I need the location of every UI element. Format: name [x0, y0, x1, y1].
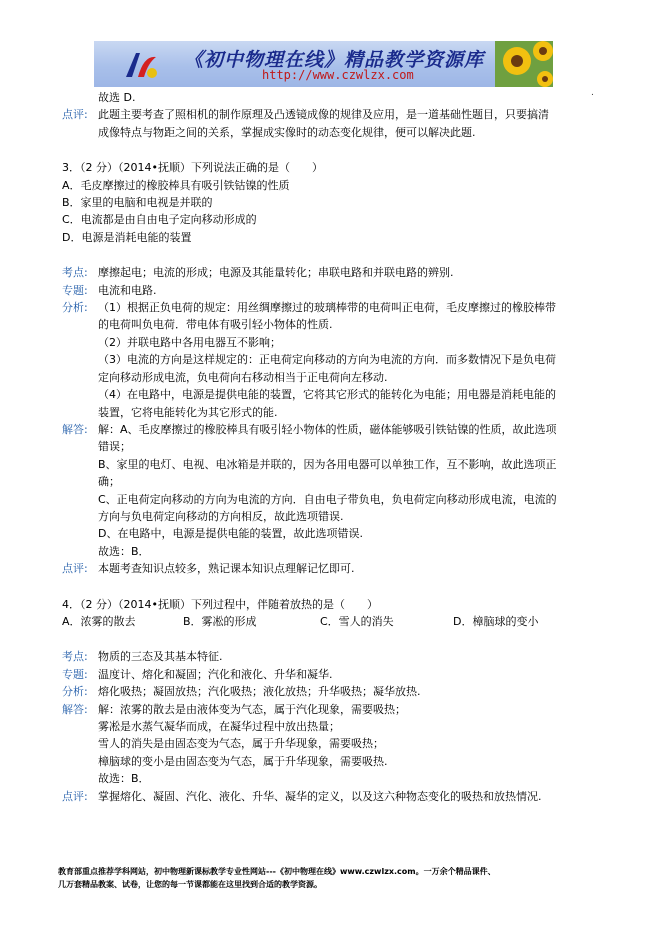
question-3 [62, 159, 602, 246]
jieda-line: 解：A、毛皮摩擦过的橡胶棒具有吸引轻小物体的性质，磁体能够吸引铁钴镍的性质，故此选项 [98, 422, 557, 436]
zhuanti-text: 温度计、熔化和凝固；汽化和液化、升华和凝华. [98, 667, 333, 681]
dianping-text: 掌握熔化、凝固、汽化、液化、升华、凝华的定义，以及这六种物态变化的吸热和放热情况. [98, 789, 542, 803]
fenxi-line: 装置，它将电能转化为其它形式的能. [98, 405, 278, 419]
question-stem: 4．（2 分）（2014•抚顺）下列过程中，伴随着放热的是（ ） [62, 597, 378, 611]
comment-label: 点评: [62, 108, 88, 122]
fenxi-line: （2）并联电路中各用电器互不影响； [98, 335, 281, 349]
kaodian-text: 物质的三态及其基本特征. [98, 650, 223, 664]
sunflower-icon [495, 41, 553, 87]
jieda-line: 错误； [98, 440, 131, 454]
footer-line: 教育部重点推荐学科网站，初中物理新课标教学专业性网站---《初中物理在线》www.czwlzx.com。一万余个精品课件、 [58, 867, 496, 876]
jieda-line: 雾凇是水蒸气凝华而成，在凝华过程中放出热量； [98, 720, 340, 733]
page-footer [58, 865, 618, 891]
fenxi-line: （1）根据正负电荷的规定：用丝绸摩擦过的玻璃棒带的电荷叫正电荷，毛皮摩擦过的橡胶棒带 [98, 301, 556, 315]
option-a: A．毛皮摩擦过的橡胶棒具有吸引铁钴镍的性质 [62, 178, 290, 192]
jieda-line: D、在电路中，电源是提供电能的装置，故此选项错误. [98, 527, 363, 541]
fenxi-text: 熔化吸热；凝固放热；汽化吸热；液化放热；升华吸热；凝华放热. [98, 685, 421, 699]
kaodian-label: 考点: [62, 266, 88, 280]
prev-comment [62, 106, 602, 141]
prev-answer-line: 故选 D. [98, 91, 136, 104]
kaodian-label: 考点: [62, 650, 88, 664]
fenxi-label: 分析: [62, 685, 88, 699]
site-logo-icon [122, 47, 162, 83]
jieda-label: 解答: [62, 702, 88, 716]
jieda-line: 方向与负电荷定向移动的方向相反，故此选项错误. [98, 509, 344, 523]
q4-jieda [62, 701, 602, 788]
prev-answer [62, 89, 602, 106]
dianping-text: 本题考查知识点较多，熟记课本知识点理解记忆即可. [98, 562, 355, 576]
banner-title: 《初中物理在线》精品教学资源库 [184, 49, 485, 71]
q4-fenxi [62, 683, 602, 700]
options-row [62, 613, 602, 630]
fenxi-line: 的电荷叫负电荷．带电体有吸引轻小物体的性质. [98, 318, 333, 332]
comment-line: 此题主要考查了照相机的制作原理及凸透镜成像的规律及应用，是一道基础性题目，只要搞清 [98, 108, 549, 122]
site-banner [94, 41, 553, 87]
option-b: B．家里的电脑和电视是并联的 [62, 196, 213, 210]
page-dot: . [591, 88, 594, 98]
q3-kaodian [62, 264, 602, 281]
q3-fenxi [62, 299, 602, 421]
q4-kaodian [62, 648, 602, 665]
dianping-label: 点评: [62, 562, 88, 576]
option-c: C．雪人的消失 [320, 614, 394, 628]
q4-dianping [62, 788, 602, 805]
option-b: B．雾凇的形成 [183, 614, 257, 628]
jieda-line: 确； [98, 475, 120, 489]
zhuanti-label: 专题: [62, 283, 88, 297]
fenxi-line: （3）电流的方向是这样规定的：正电荷定向移动的方向为电流的方向．而多数情况下是负电荷 [98, 353, 556, 367]
q3-dianping [62, 560, 602, 577]
dianping-label: 点评: [62, 789, 88, 803]
option-c: C．电流都是由自由电子定向移动形成的 [62, 213, 257, 227]
comment-line: 成像特点与物距之间的关系，掌握成实像时的动态变化规律，便可以解决此题. [98, 125, 476, 139]
q3-jieda [62, 421, 602, 560]
jieda-line: 故选：B． [98, 544, 150, 558]
document-body [62, 89, 602, 805]
question-stem: 3．（2 分）（2014•抚顺）下列说法正确的是（ ） [62, 161, 323, 175]
jieda-line: 故选：B． [98, 772, 150, 786]
option-a: A．浓雾的散去 [62, 614, 136, 628]
option-d: D．樟脑球的变小 [453, 614, 539, 628]
fenxi-label: 分析: [62, 301, 88, 315]
jieda-line: 解：浓雾的散去是由液体变为气态，属于汽化现象，需要吸热； [98, 702, 406, 716]
footer-line: 几万套精品教案、试卷，让您的每一节课都能在这里找到合适的教学资源。 [58, 880, 322, 889]
banner-url: http://www.czwlzx.com [262, 68, 414, 82]
fenxi-line: （4）在电路中，电源是提供电能的装置，它将其它形式的能转化为电能；用电器是消耗电能的 [98, 388, 556, 402]
jieda-label: 解答: [62, 422, 88, 436]
jieda-line: 雪人的消失是由固态变为气态，属于升华现象，需要吸热； [98, 737, 384, 751]
kaodian-text: 摩擦起电；电流的形成；电源及其能量转化；串联电路和并联电路的辨别. [98, 266, 454, 280]
jieda-line: C、正电荷定向移动的方向为电流的方向．自由电子带负电，负电荷定向移动形成电流，电流的 [98, 492, 557, 506]
q4-zhuanti [62, 666, 602, 683]
fenxi-line: 定向移动形成电流，负电荷向右移动相当于正电荷向左移动. [98, 370, 388, 384]
option-d: D．电源是消耗电能的装置 [62, 230, 192, 244]
zhuanti-text: 电流和电路. [98, 283, 157, 297]
jieda-line: 樟脑球的变小是由固态变为气态，属于升华现象，需要吸热. [98, 754, 388, 768]
zhuanti-label: 专题: [62, 667, 88, 681]
jieda-line: B、家里的电灯、电视、电冰箱是并联的，因为各用电器可以单独工作，互不影响，故此选项正 [98, 457, 557, 471]
question-4 [62, 596, 602, 631]
q3-zhuanti [62, 282, 602, 299]
